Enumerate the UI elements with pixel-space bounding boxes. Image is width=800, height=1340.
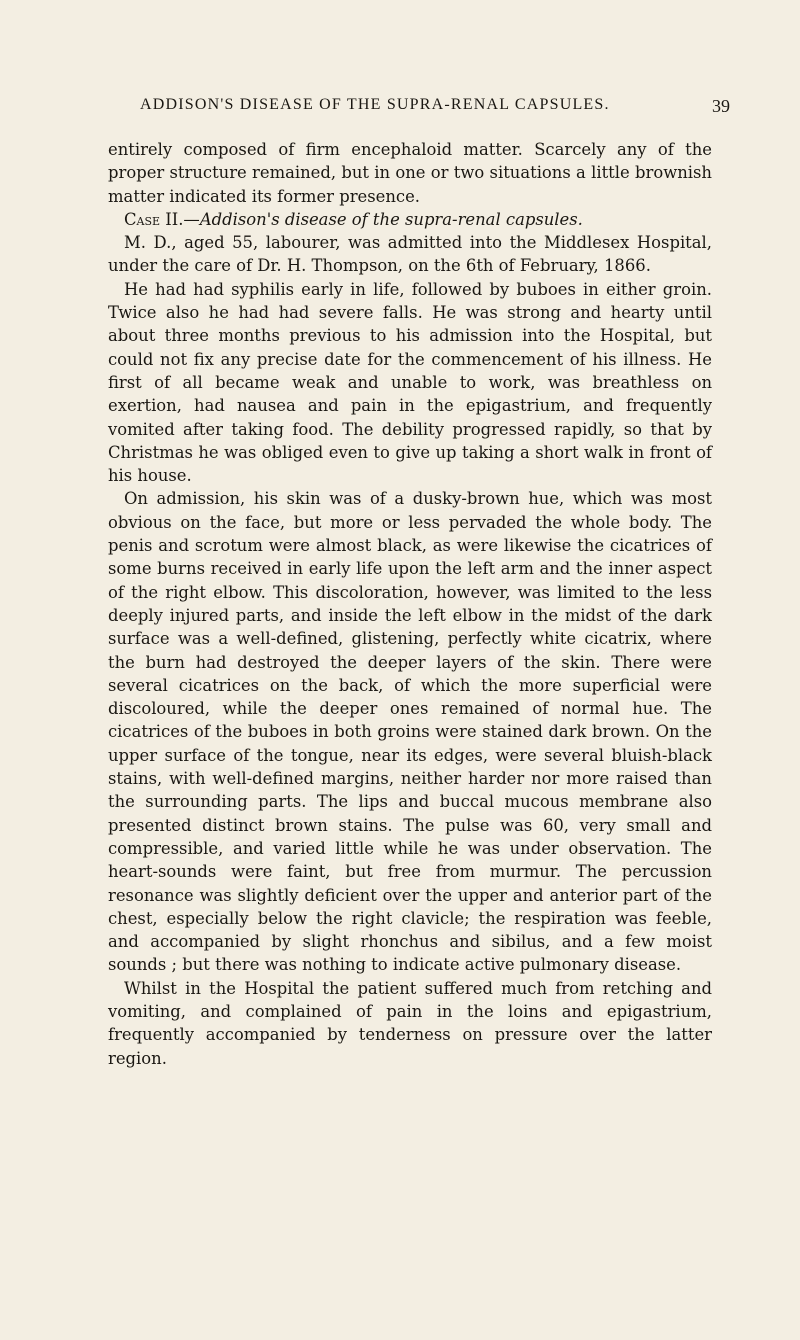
case-label: Case II. bbox=[124, 209, 184, 229]
paragraph-examination: On admission, his skin was of a dusky-brown hue, which was most obvious on the face, but more or less pervaded the whole body. The penis and scrotum were almost black, as were likewise the cicatrices of some burns received in early life upon the left arm and the inner aspect of the right elbow. This discoloration, however, was limited to the less deeply injured parts, and inside the left elbow in the midst of the dark surface was a well-defined, glistening, perfectly white cicatrix, where the burn had destroyed the deeper layers of the skin. There were several cicatrices on the back, of which the more superficial were discoloured, while the deeper ones remained of normal hue. The cicatrices of the buboes in both groins were stained dark brown. On the upper surface of the tongue, near its edges, were several bluish-black stains, with well-defined margins, neither harder nor more raised than the surrounding parts. The lips and buccal mucous membrane also presented distinct brown stains. The pulse was 60, very small and compressible, and varied little while he was under observation. The heart-sounds were faint, but free from murmur. The percussion resonance was slightly deficient over the upper and anterior part of the chest, especially below the right clavicle; the respiration was feeble, and accompanied by slight rhonchus and sibilus, and a few moist sounds ; but there was nothing to indicate active pulmonary disease. bbox=[108, 489, 712, 975]
case-title: Addison's disease of the supra-renal capsules. bbox=[199, 209, 583, 229]
paragraph-admission: M. D., aged 55, labourer, was admitted into the Middlesex Hospital, under the care of Dr. H. Thompson, on the 6th of February, 1866. bbox=[108, 233, 712, 276]
case-dash: — bbox=[183, 209, 200, 229]
page-number: 39 bbox=[712, 96, 730, 116]
body-text bbox=[108, 138, 712, 1070]
paragraph-history: He had had syphilis early in life, followed by buboes in either groin. Twice also he had had severe falls. He was strong and hearty until about three months previous to his admission into the Hospital, but could not fix any precise date for the commencement of his illness. He first of all became weak and unable to work, was breathless on exertion, had nausea and pain in the epigastrium, and frequently vomited after taking food. The debility progressed rapidly, so that by Christmas he was obliged even to give up taking a short walk in front of his house. bbox=[108, 279, 712, 486]
running-head bbox=[110, 96, 730, 126]
continuation-paragraph: entirely composed of firm encephaloid matter. Scarcely any of the proper structure remained, but in one or two situations a little brownish matter indicated its former presence. bbox=[108, 140, 712, 206]
case-heading bbox=[108, 208, 712, 231]
running-title: ADDISON'S DISEASE OF THE SUPRA-RENAL CAPSULES. bbox=[140, 96, 610, 113]
paragraph-hospital-course: Whilst in the Hospital the patient suffered much from retching and vomiting, and complained of pain in the loins and epigastrium, frequently accompanied by tenderness on pressure over the latter region. bbox=[108, 978, 712, 1068]
